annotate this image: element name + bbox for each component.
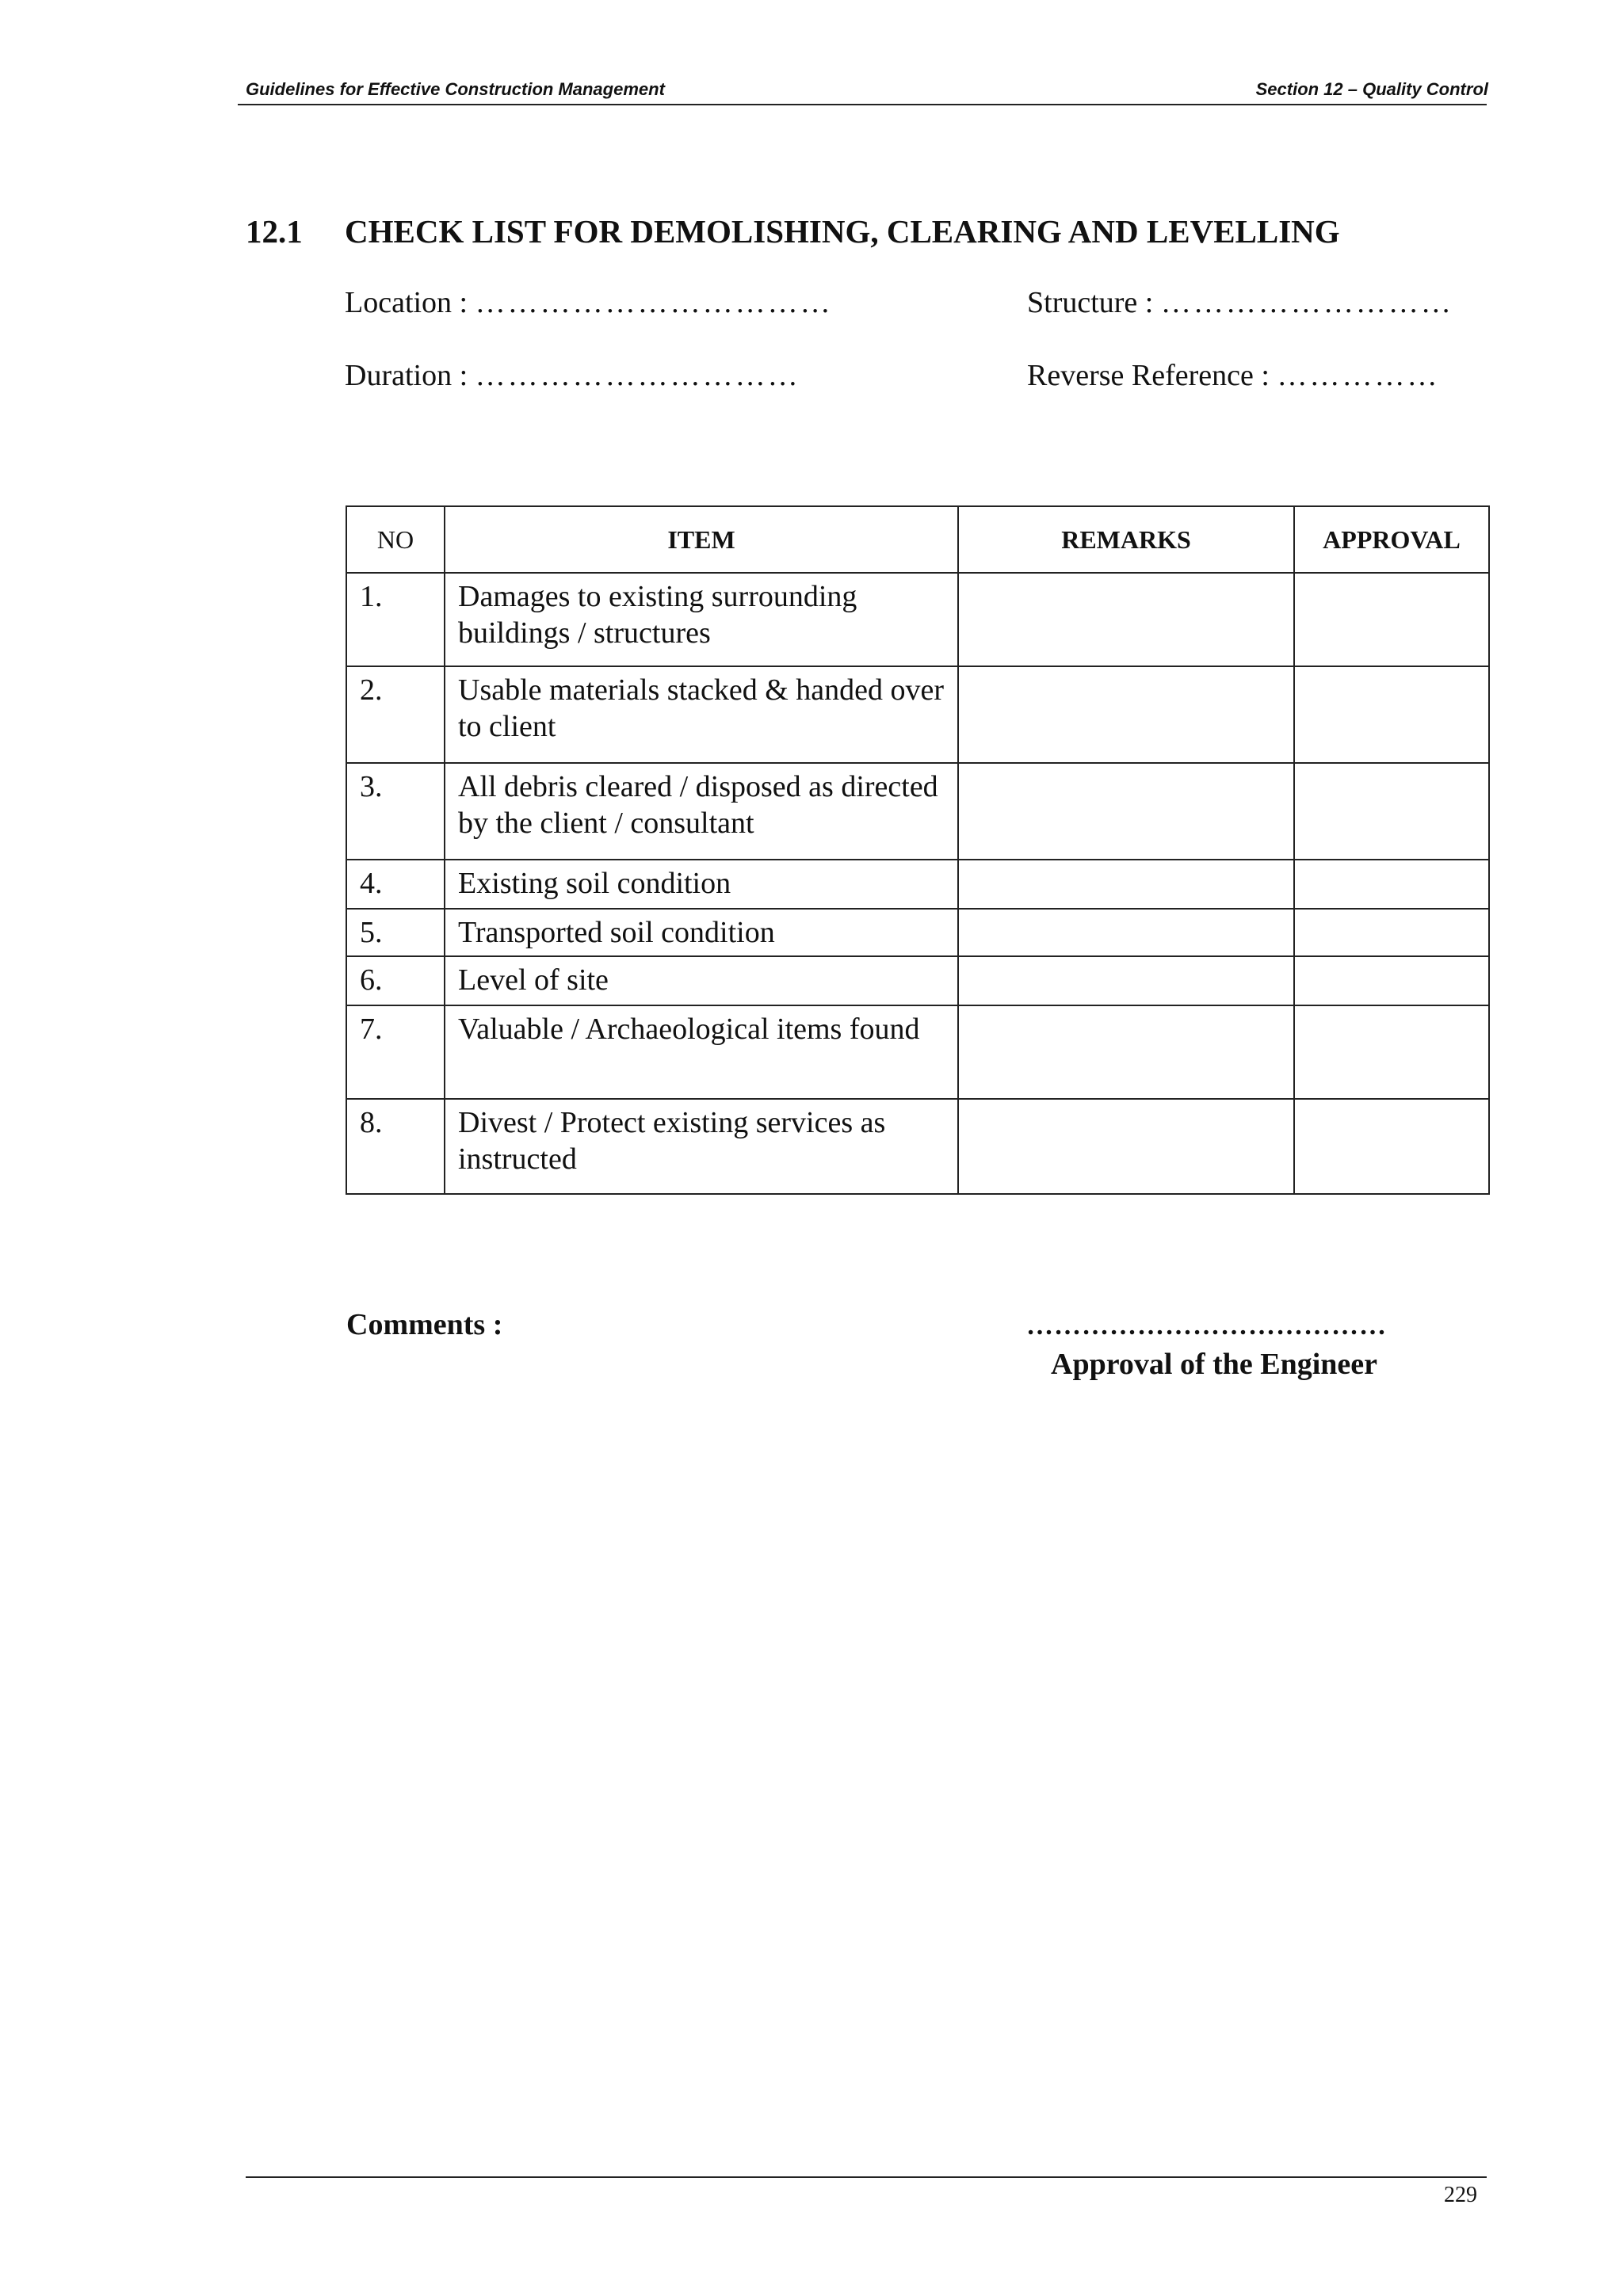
row-remarks-cell[interactable] [958,860,1294,909]
row-remarks-cell[interactable] [958,1005,1294,1099]
duration-label: Duration : [345,359,468,392]
row-item: Divest / Protect existing services as instructed [445,1099,958,1194]
row-item: All debris cleared / disposed as directed by the client / consultant [445,763,958,860]
row-approval-cell[interactable] [1294,909,1489,956]
reverse-reference-dots: …………… [1277,359,1440,392]
row-approval-cell[interactable] [1294,573,1489,666]
structure-field[interactable] [1027,285,1453,320]
comments-label: Comments : [346,1308,503,1341]
table-row [346,1005,1489,1099]
row-approval-cell[interactable] [1294,666,1489,763]
table-header-row [346,506,1489,573]
header-right: Section 12 – Quality Control [1255,79,1488,99]
row-approval-cell[interactable] [1294,956,1489,1005]
table-row [346,763,1489,860]
row-remarks-cell[interactable] [958,763,1294,860]
reverse-reference-label: Reverse Reference : [1027,359,1270,392]
column-header-item: ITEM [445,506,958,573]
row-number: 3. [346,763,445,860]
row-approval-cell[interactable] [1294,860,1489,909]
duration-dots: ………………………… [475,359,800,392]
row-approval-cell[interactable] [1294,763,1489,860]
location-label: Location : [345,286,468,319]
signature-line[interactable]: ………………………………… [1026,1311,1387,1341]
table-row [346,909,1489,956]
row-number: 2. [346,666,445,763]
checklist-table [346,505,1490,1195]
signature-label: Approval of the Engineer [1051,1348,1378,1381]
row-number: 7. [346,1005,445,1099]
header-left: Guidelines for Effective Construction Management [246,79,665,99]
row-item: Level of site [445,956,958,1005]
row-remarks-cell[interactable] [958,909,1294,956]
column-header-remarks: REMARKS [958,506,1294,573]
structure-dots: ……………………… [1160,286,1453,319]
row-item: Transported soil condition [445,909,958,956]
location-dots: …………………………… [475,286,833,319]
row-approval-cell[interactable] [1294,1099,1489,1194]
column-header-approval: APPROVAL [1294,506,1489,573]
footer-rule [246,2176,1487,2178]
row-remarks-cell[interactable] [958,956,1294,1005]
row-number: 6. [346,956,445,1005]
row-item: Usable materials stacked & handed over to client [445,666,958,763]
row-item: Valuable / Archaeological items found [445,1005,958,1099]
row-item: Existing soil condition [445,860,958,909]
location-field[interactable] [345,285,833,320]
table-row [346,1099,1489,1194]
header-rule [238,104,1487,105]
row-remarks-cell[interactable] [958,1099,1294,1194]
row-item: Damages to existing surrounding buildings / structures [445,573,958,666]
reverse-reference-field[interactable] [1027,358,1439,393]
row-number: 1. [346,573,445,666]
section-title: CHECK LIST FOR DEMOLISHING, CLEARING AND LEVELLING [345,213,1340,250]
duration-field[interactable] [345,358,800,393]
section-number: 12.1 [246,213,303,250]
table-row [346,860,1489,909]
table-row [346,573,1489,666]
row-remarks-cell[interactable] [958,573,1294,666]
table-row [346,956,1489,1005]
table-row [346,666,1489,763]
row-number: 5. [346,909,445,956]
row-number: 8. [346,1099,445,1194]
row-approval-cell[interactable] [1294,1005,1489,1099]
column-header-no: NO [346,506,445,573]
page-number: 229 [1444,2183,1477,2207]
row-number: 4. [346,860,445,909]
structure-label: Structure : [1027,286,1154,319]
row-remarks-cell[interactable] [958,666,1294,763]
